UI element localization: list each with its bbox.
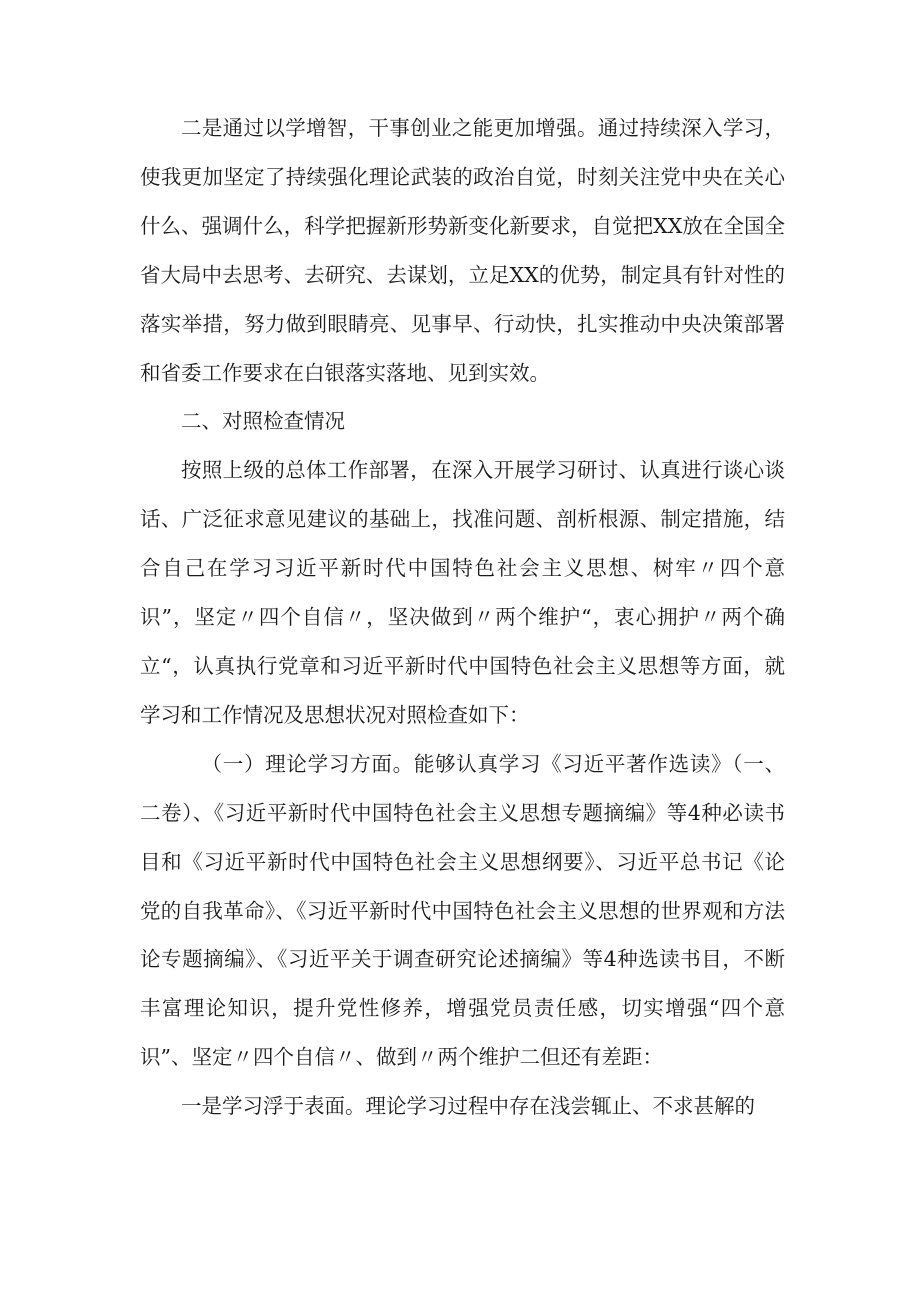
document-body [140,104,785,1131]
section-heading-inspection: 二、对照检查情况 [181,409,345,434]
paragraph-learning-ability: 二是通过以学增智，干事创业之能更加增强。通过持续深入学习，使我更加坚定了持续强化理论武装的政治自觉，时刻关注党中央在关心什么、强调什么，科学把握新形势新变化新要求，自觉把XX放在全国全省大局中去思考、去研究、去谋划，立足XX的优势，制定具有针对性的落实举措，努力做到眼睛亮、见事早、行动快，扎实推动中央决策部署和省委工作要求在白银落实落地、见到实效。 [140,116,785,385]
paragraph-theory-study: （一）理论学习方面。能够认真学习《习近平著作选读》（一、二卷）、《习近平新时代中国特色社会主义思想专题摘编》等4种必读书目和《习近平新时代中国特色社会主义思想纲要》、习近平总书记《论党的自我革命》、《习近平新时代中国特色社会主义思想的世界观和方法论专题摘编》、《习近平关于调查研究论述摘编》等4种选读书目，不断丰富理论知识，提升党性修养，增强党员责任感，切实增强“四个意识”、坚定〃四个自信〃、做到〃两个维护二但还有差距： [140,751,785,1070]
paragraph-superficial-study: 一是学习浮于表面。理论学习过程中存在浅尝辄止、不求甚解的 [181,1094,755,1119]
paragraph-inspection-intro: 按照上级的总体工作部署，在深入开展学习研讨、认真进行谈心谈话、广泛征求意见建议的基础上，找准问题、剖析根源、制定措施，结合自己在学习习近平新时代中国特色社会主义思想、树牢〃四个意识”，坚定〃四个自信〃，坚决做到〃两个维护“，衷心拥护〃两个确立“，认真执行党章和习近平新时代中国特色社会主义思想等方面，就学习和工作情况及思想状况对照检查如下： [140,458,785,727]
